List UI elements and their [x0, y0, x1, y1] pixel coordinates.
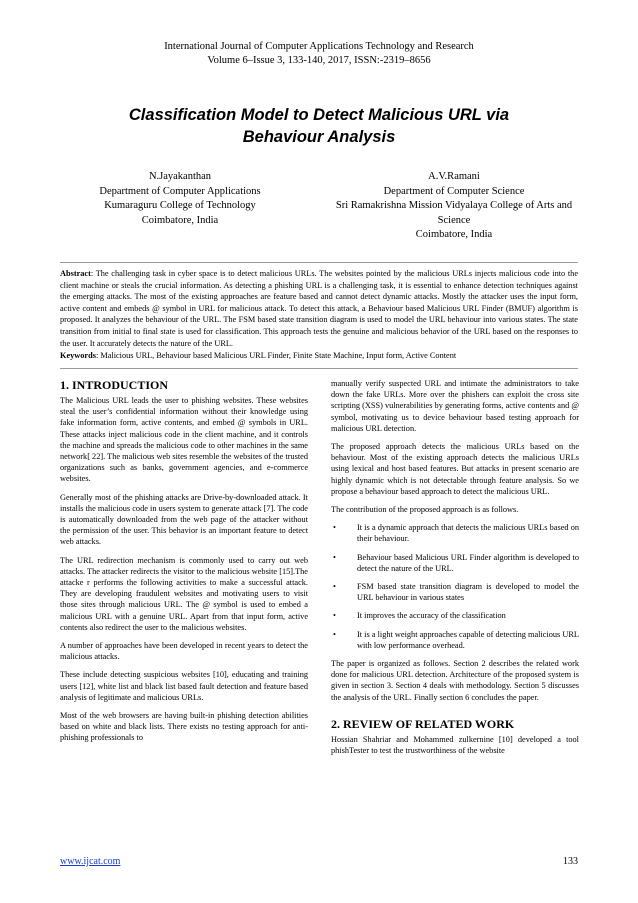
bullet-icon: •	[333, 523, 336, 533]
paragraph: Generally most of the phishing attacks are Drive-by-downloaded attack. It installs the malicious code in users system to generate attack [7]. The code is automatically downloaded from the web page of the attacker without the permission of the user. This behavior is an important feature to detect web attacks.	[60, 492, 308, 547]
title-line-2: Behaviour Analysis	[242, 128, 396, 146]
author-department: Department of Computer Applications	[99, 185, 261, 197]
paragraph: The proposed approach detects the malicious URLs based on the behaviour. Most of the existing approach detects the malicious URLs using lexical and host based features. But attacks in present scenario are highly dynamic which is not detectable through feature analysis. So we propose a behaviour based approach to detect the malicious URL.	[331, 442, 579, 496]
contribution-list	[331, 522, 579, 651]
journal-header	[0, 40, 638, 68]
paragraph: The URL redirection mechanism is commonly used to carry out web attacks. The attacker redirects the visitor to the malicious website [15].The attacke r performs the following activities to make a successful attack. They are developing fraudulent websites and motivating users to visit those sites through malicious URL. The @ symbol is used to embed a malicious URL with a genuine URL. Apart from that input form, active contents also redirect the user to the malicious websites.	[60, 555, 308, 632]
left-column	[60, 378, 308, 751]
abstract	[60, 268, 578, 349]
author-name: A.V.Ramani	[428, 171, 480, 182]
right-column	[331, 378, 579, 763]
author-department: Department of Computer Science	[383, 185, 525, 197]
author-city: Coimbatore, India	[141, 214, 219, 226]
paragraph: The Malicious URL leads the user to phishing websites. These websites steal the user’s confidential information without their knowledge using fake information form, active contents, and embed @ symbols in URL. These attacks inject malicious code in the client machine, and it controls the machine and spreads the malicious code to other machines in the same network[ 22]. The malicious web sites resemble the websites of the trusted organizations such as banks, government agencies, and e-commerce websites.	[60, 396, 308, 484]
section-heading-introduction: 1. INTRODUCTION	[60, 378, 169, 392]
paragraph: A number of approaches have been developed in recent years to detect the malicious attacks.	[60, 641, 308, 662]
section-heading-related-work: 2. REVIEW OF RELATED WORK	[331, 716, 515, 731]
paragraph: Most of the web browsers are having built-in phishing detection abilities based on white and black lists. There exists no testing approach for anti-phishing professionals to	[60, 711, 308, 743]
author-name: N.Jayakanthan	[148, 171, 212, 182]
list-item: • It is a light weight approaches capable of detecting malicious URL with low performance overhead.	[333, 629, 579, 650]
abstract-top-rule	[60, 262, 578, 263]
journal-name: International Journal of Computer Applications Technology and Research	[164, 41, 474, 52]
bullet-icon: •	[333, 582, 336, 592]
paragraph: Hossian Shahriar and Mohammed zulkernine [10] developed a tool phishTester to test the trustworthiness of the website	[331, 734, 579, 756]
list-item: • It improves the accuracy of the classification	[333, 611, 506, 621]
bullet-icon: •	[333, 629, 336, 639]
bullet-icon: •	[333, 611, 336, 621]
abstract-bottom-rule	[60, 368, 578, 369]
list-item: • FSM based state transition diagram is developed to model the URL behaviour in various states	[333, 582, 579, 603]
paragraph: The paper is organized as follows. Section 2 describes the related work done for malicious URL detection. Architecture of the proposed system is given in section 3. Section 4 deals with methodology. Section 5 discusses the analysis of the URL. Finally section 6 concludes the paper.	[331, 659, 579, 702]
title-line-1: Classification Model to Detect Malicious URL via	[128, 106, 510, 124]
author-institution: Sri Ramakrishna Mission Vidyalaya College of Arts and Science	[335, 200, 573, 226]
author-city: Coimbatore, India	[415, 229, 493, 240]
abstract-text: : The challenging task in cyber space is to detect malicious URLs. The websites pointed by the malicious URLs injects malicious code into the client machine or steals the crucial information. As detecting a phishing URL is a challenging task, it is essential to enhance detection techniques against the emerging attacks. The most of the existing approaches are feature based and cannot detect dynamic attacks. Mostly the attacker uses the input form, active content and embeds @ symbol in URL for malicious attack. To detect this attack, a Behaviour based Malicious URL Finder (BMUF) algorithm is proposed. It analyzes the behaviour of the URL. The FSM based state transition diagram is used to model the URL behaviour into various states. The state transition from initial to final state is used for classification. This approach tests the genuine and malicious behavior of the URL based on the responses to the user. It accurately detects the nature of the URL.	[60, 269, 578, 348]
journal-website-link[interactable]: www.ijcat.com	[60, 856, 121, 867]
author-block-2	[322, 170, 586, 243]
list-item: • It is a dynamic approach that detects the malicious URLs based on their behaviour.	[333, 523, 579, 544]
bullet-icon: •	[333, 552, 336, 562]
abstract-label: Abstract	[60, 269, 91, 278]
keywords	[60, 350, 578, 361]
paragraph: The contribution of the proposed approach is as follows.	[331, 505, 519, 515]
list-item: • Behaviour based Malicious URL Finder algorithm is developed to detect the nature of the URL.	[333, 552, 579, 573]
author-institution: Kumaraguru College of Technology	[104, 200, 256, 211]
keywords-label: Keywords	[60, 351, 96, 360]
keywords-text: : Malicious URL, Behaviour based Malicious URL Finder, Finite State Machine, Input form, Active Content	[95, 351, 457, 360]
page-number: 133	[563, 856, 578, 867]
journal-volume: Volume 6–Issue 3, 133-140, 2017, ISSN:-2319–8656	[207, 55, 431, 66]
paragraph: manually verify suspected URL and intimate the administrators to take down the fake URLs. More over the phishers can exploit the cross site scripting (XSS) vulnerabilities by generating forms, active contents and @ symbol, motivating us to device behaviour based testing approach for malicious URL detection.	[331, 379, 579, 433]
paper-title	[60, 104, 578, 148]
paragraph: These include detecting suspicious websites [10], educating and training users [12], white list and black list based fault detection and feature based analysis of legitimate and malicious URLs.	[60, 670, 308, 702]
author-block-1	[60, 170, 300, 228]
